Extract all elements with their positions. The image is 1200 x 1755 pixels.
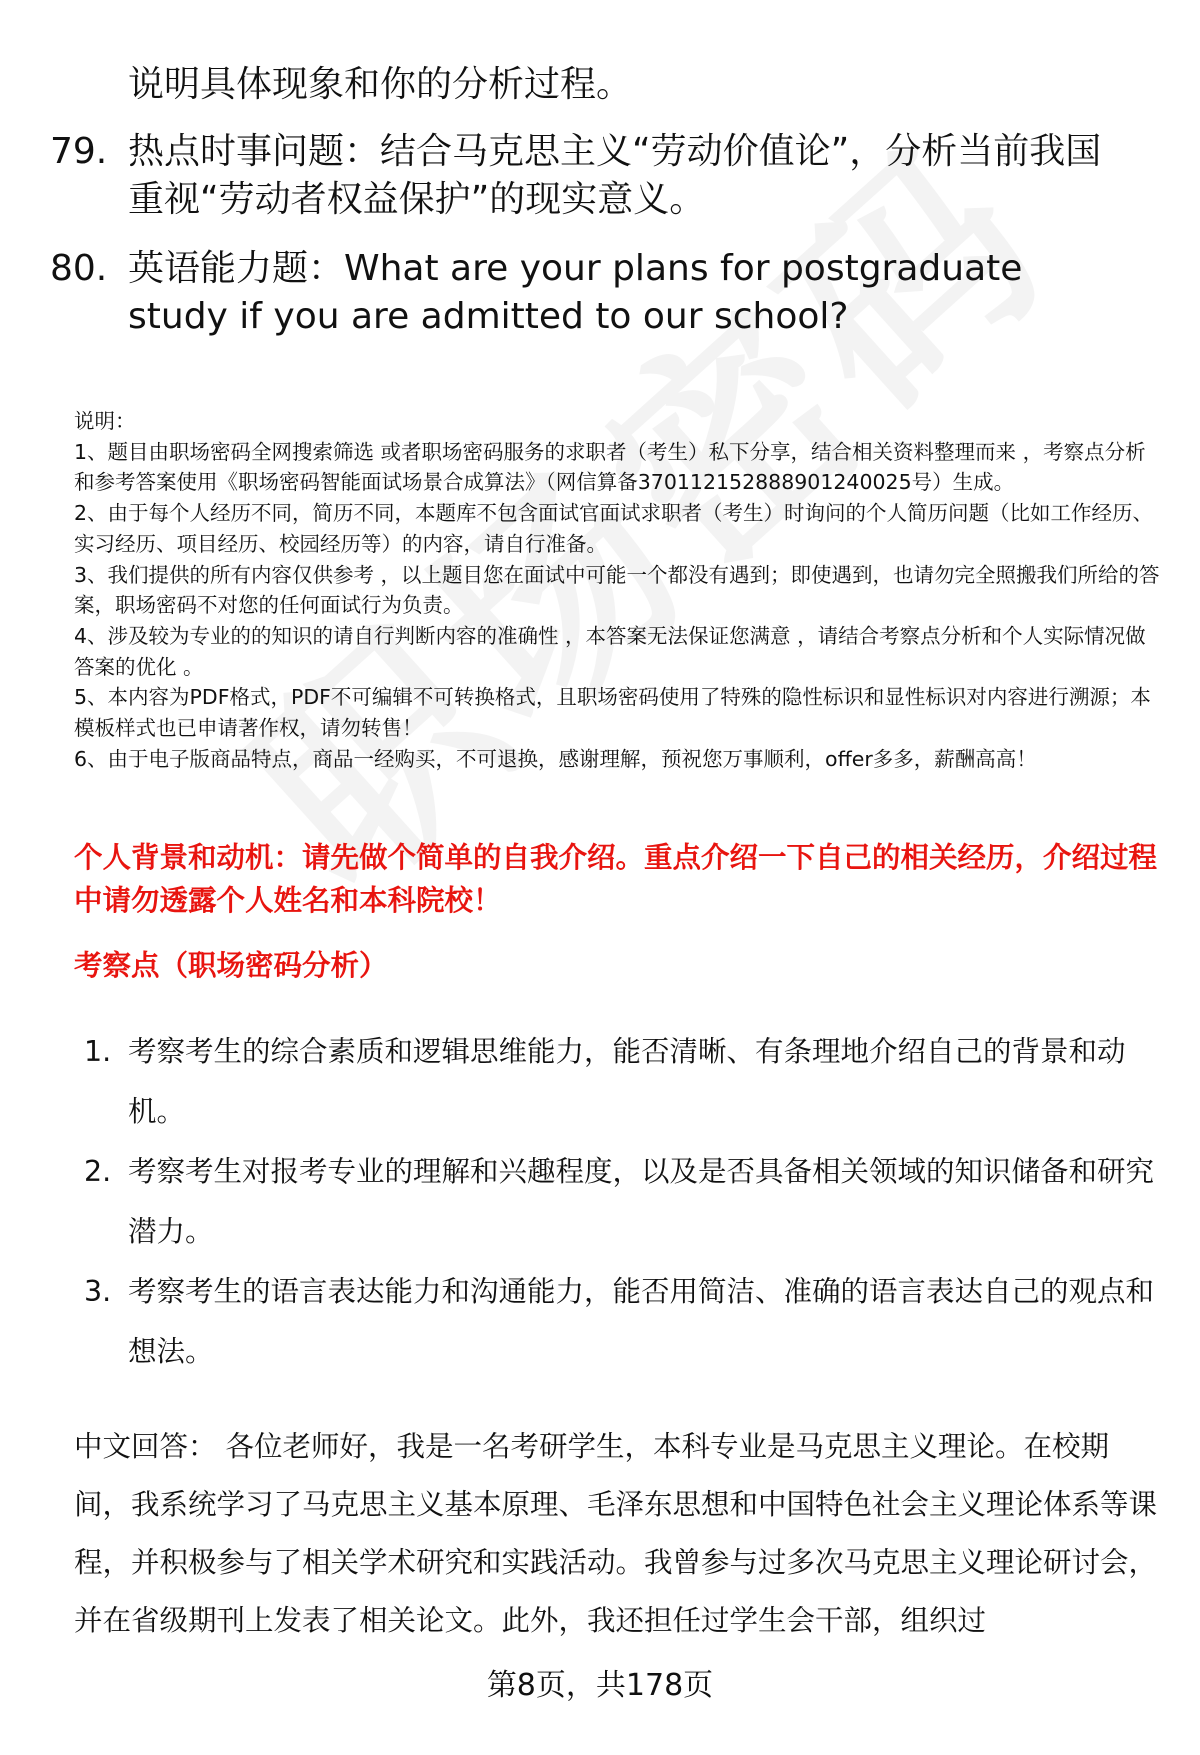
point-text: 考察考生的综合素质和逻辑思维能力，能否清晰、有条理地介绍自己的背景和动机。 — [128, 1035, 1126, 1128]
analysis-points-list — [74, 1022, 1154, 1382]
note-item: 5、本内容为PDF格式，PDF不可编辑不可转换格式，且职场密码使用了特殊的隐性标识和显性标识对内容进行溯源；本模板样式也已申请著作权，请勿转售！ — [74, 685, 1151, 741]
question-item — [50, 128, 1160, 224]
note-item: 4、涉及较为专业的的知识的请自行判断内容的准确性 ，本答案无法保证您满意 ，请结合考察点分析和个人实际情况做答案的优化 。 — [74, 623, 1146, 679]
chinese-answer: 中文回答： 各位老师好，我是一名考研学生，本科专业是马克思主义理论。在校期间，我系统学习了马克思主义基本原理、毛泽东思想和中国特色社会主义理论体系等课程，并积极参与了相关学术研究和实践活动。我曾参与过多次马克思主义理论研讨会，并在省级期刊上发表了相关论文。此外，我还担任过学生会干部，组织过 — [74, 1430, 1158, 1637]
point-text: 考察考生的语言表达能力和沟通能力，能否用简洁、准确的语言表达自己的观点和想法。 — [128, 1275, 1155, 1368]
question-item — [50, 245, 1160, 341]
note-item: 3、我们提供的所有内容仅供参考 ，以上题目您在面试中可能一个都没有遇到；即使遇到，也请勿完全照搬我们所给的答案，职场密码不对您的任何面试行为负责。 — [74, 562, 1160, 618]
question-continuation: 说明具体现象和你的分析过程。 — [128, 64, 633, 105]
analysis-point — [74, 1022, 1154, 1142]
note-item: 1、题目由职场密码全网搜索筛选 或者职场密码服务的求职者（考生）私下分享，结合相关资料整理而来 ，考察点分析和参考答案使用《职场密码智能面试场景合成算法》（网信算备370112152888901240025号）生成。 — [74, 439, 1146, 495]
point-number: 1. — [84, 1035, 112, 1068]
analysis-points-heading: 考察点（职场密码分析） — [74, 949, 388, 982]
interview-question-heading: 个人背景和动机：请先做个简单的自我介绍。重点介绍一下自己的相关经历，介绍过程中请勿透露个人姓名和本科院校！ — [74, 841, 1158, 917]
question-number: 79. — [50, 131, 108, 172]
question-text: 英语能力题：What are your plans for postgraduate study if you are admitted to our school? — [128, 248, 1023, 337]
point-number: 3. — [84, 1275, 112, 1308]
analysis-point — [74, 1142, 1154, 1262]
question-text: 热点时事问题：结合马克思主义“劳动价值论”，分析当前我国重视“劳动者权益保护”的现实意义。 — [128, 131, 1102, 220]
point-text: 考察考生对报考专业的理解和兴趣程度，以及是否具备相关领域的知识储备和研究潜力。 — [128, 1155, 1155, 1248]
note-item: 6、由于电子版商品特点，商品一经购买，不可退换，感谢理解，预祝您万事顺利，offer多多，薪酬高高！ — [74, 746, 1037, 771]
disclaimer-notes — [74, 406, 1164, 774]
question-number: 80. — [50, 248, 108, 289]
notes-title: 说明： — [74, 409, 136, 433]
point-number: 2. — [84, 1155, 112, 1188]
analysis-point — [74, 1262, 1154, 1382]
page-footer: 第8页，共178页 — [486, 1668, 714, 1703]
note-item: 2、由于每个人经历不同，简历不同，本题库不包含面试官面试求职者（考生）时询问的个人简历问题（比如工作经历、实习经历、项目经历、校园经历等）的内容，请自行准备。 — [74, 501, 1154, 556]
